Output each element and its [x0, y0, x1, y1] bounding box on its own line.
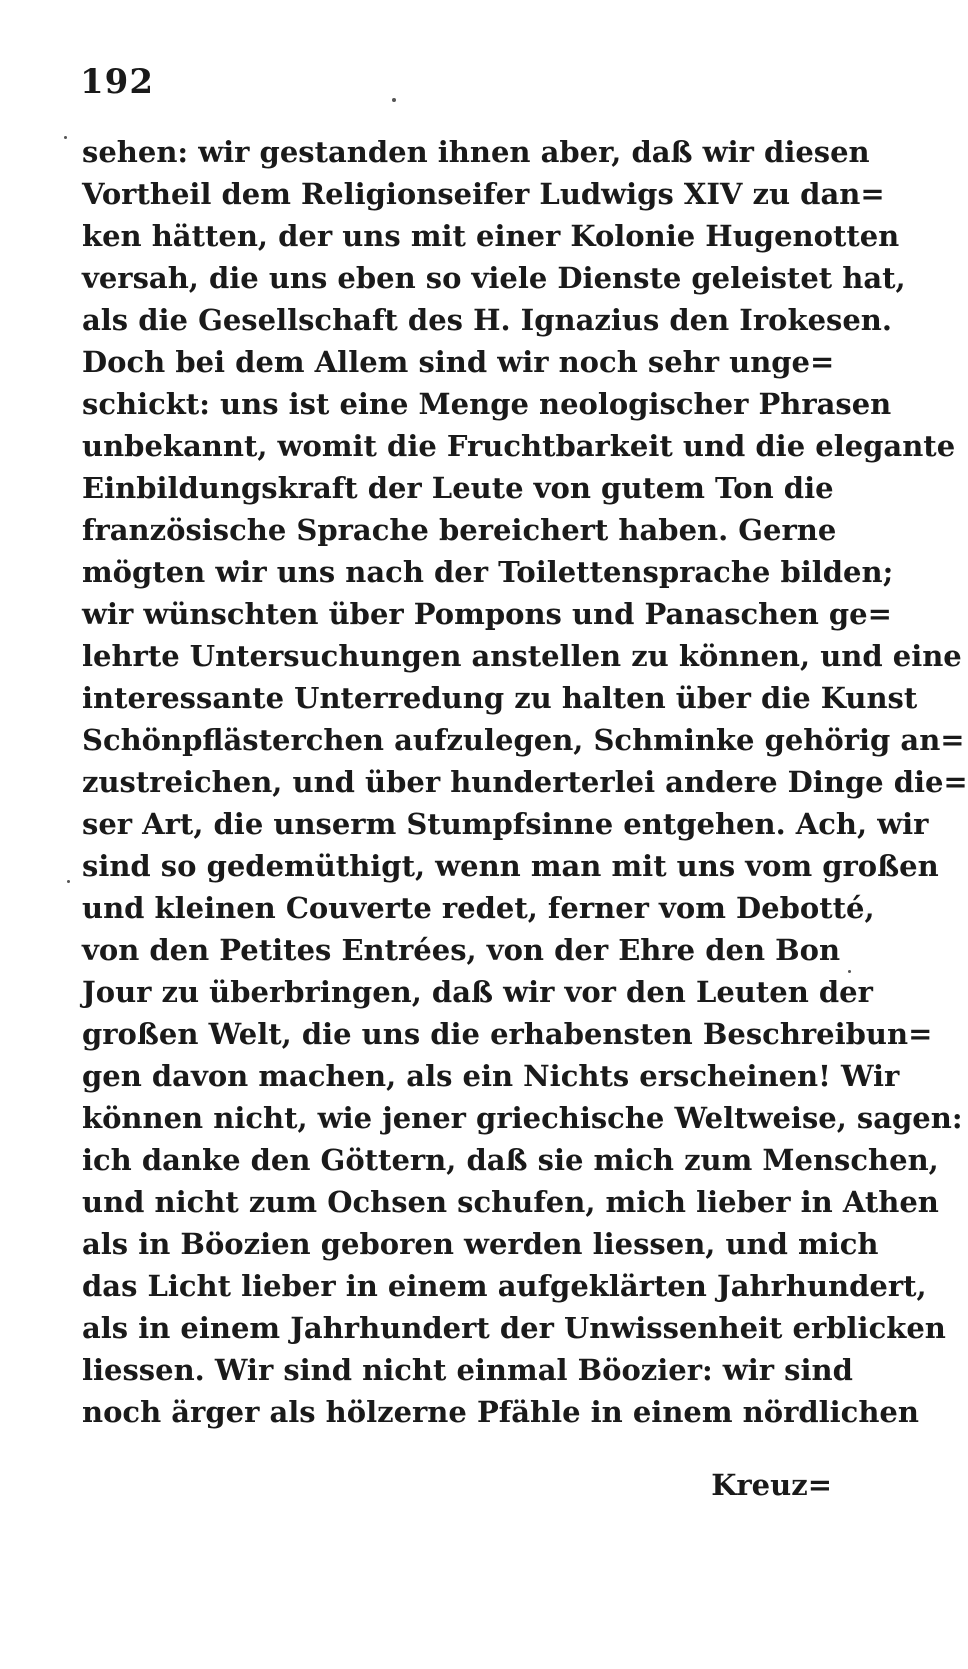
text-line: schickt: uns ist eine Menge neologischer Phrasen [82, 387, 892, 421]
ink-speck [392, 98, 396, 102]
text-line: ser Art, die unserm Stumpfsinne entgehen. Ach, wir [82, 807, 929, 841]
body-text [82, 131, 968, 1433]
text-line: das Licht lieber in einem aufgeklärten Jahrhundert, [82, 1269, 927, 1303]
text-line: Vortheil dem Religionseifer Ludwigs XIV zu dan= [82, 177, 885, 211]
text-line: wir wünschten über Pompons und Panaschen ge= [82, 597, 892, 631]
ink-speck [64, 136, 67, 139]
text-line: unbekannt, womit die Fruchtbarkeit und die elegante [82, 429, 956, 463]
text-line: können nicht, wie jener griechische Weltweise, sagen: [82, 1101, 963, 1135]
text-line: gen davon machen, als ein Nichts erscheinen! Wir [82, 1059, 900, 1093]
page-number: 192 [80, 62, 154, 102]
text-line: ich danke den Göttern, daß sie mich zum Menschen, [82, 1143, 939, 1177]
text-line: versah, die uns eben so viele Dienste geleistet hat, [82, 261, 906, 295]
text-line: und kleinen Couverte redet, ferner vom Debotté, [82, 891, 875, 925]
text-line: als in Böozien geboren werden liessen, und mich [82, 1227, 879, 1261]
text-line: Jour zu überbringen, daß wir vor den Leuten der [82, 975, 873, 1009]
text-line: als die Gesellschaft des H. Ignazius den Irokesen. [82, 303, 892, 337]
text-line: großen Welt, die uns die erhabensten Beschreibun= [82, 1017, 933, 1051]
text-line: ken hätten, der uns mit einer Kolonie Hugenotten [82, 219, 900, 253]
text-line: interessante Unterredung zu halten über die Kunst [82, 681, 918, 715]
text-line: als in einem Jahrhundert der Unwissenheit erblicken [82, 1311, 946, 1345]
text-line: noch ärger als hölzerne Pfähle in einem nördlichen [82, 1395, 919, 1429]
ink-speck [67, 880, 70, 883]
catchword: Kreuz= [711, 1468, 832, 1502]
text-line: mögten wir uns nach der Toilettensprache bilden; [82, 555, 894, 589]
text-line: Schönpflästerchen aufzulegen, Schminke gehörig an= [82, 723, 965, 757]
text-line: lehrte Untersuchungen anstellen zu können, und eine [82, 639, 962, 673]
text-line: Doch bei dem Allem sind wir noch sehr unge= [82, 345, 835, 379]
text-line: sind so gedemüthigt, wenn man mit uns vom großen [82, 849, 939, 883]
text-line: und nicht zum Ochsen schufen, mich lieber in Athen [82, 1185, 939, 1219]
text-line: von den Petites Entrées, von der Ehre den Bon [82, 933, 841, 967]
ink-speck [848, 970, 851, 973]
text-line: Einbildungskraft der Leute von gutem Ton die [82, 471, 834, 505]
text-line: zustreichen, und über hunderterlei andere Dinge die= [82, 765, 968, 799]
text-line: liessen. Wir sind nicht einmal Böozier: wir sind [82, 1353, 853, 1387]
text-line: sehen: wir gestanden ihnen aber, daß wir diesen [82, 135, 870, 169]
text-line: französische Sprache bereichert haben. Gerne [82, 513, 837, 547]
